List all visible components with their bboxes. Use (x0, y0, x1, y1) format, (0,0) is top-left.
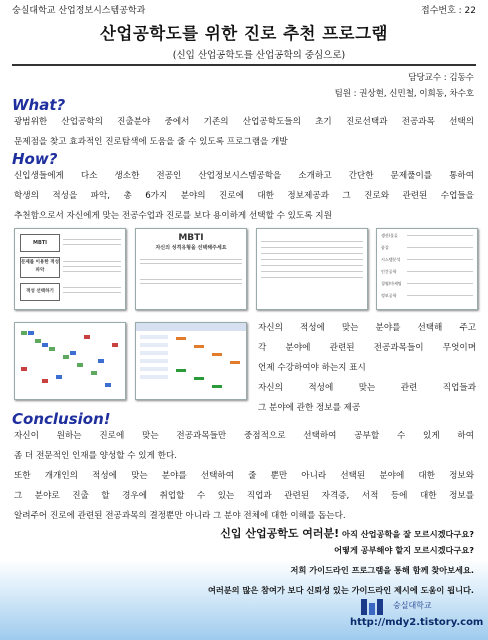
what-heading: What? (12, 96, 66, 114)
how-line: 추천함으로서 자신에게 맞는 전공수업과 진로를 보다 용이하게 선택할 수 있도록 지원 (14, 211, 332, 221)
feature-item: 각 분야에 관련된 전공과목들이 무엇이며 (258, 343, 476, 353)
what-line: 광범위한 산업공학의 진출분야 중에서 기존의 산업공학도들의 초기 진로선택과 전공과목 선택의 (14, 117, 474, 127)
closing-line-3: 저희 가이드라인 프로그램을 통해 함께 찾아보세요. (290, 565, 474, 575)
screenshot-thumb-1 (14, 228, 126, 310)
conclusion-line: 그 분야로 진출 할 경우에 취업할 수 있는 직업과 관련된 자격증, 서적 등에 대한 정보를 (14, 491, 474, 501)
screenshot-thumb-3 (256, 228, 368, 310)
thumb4-field: 인간공학 (381, 269, 397, 274)
screenshot-thumb-2 (135, 228, 247, 310)
how-body (14, 166, 474, 226)
how-line: 학생의 적성을 파악, 총 6가지 분야의 진로에 대한 정보제공과 그 진로와 관련된 수업들을 (14, 191, 474, 201)
table-grid-graphic (15, 323, 125, 399)
screenshot-thumb-5 (14, 322, 126, 400)
closing-q1: 아직 산업공학을 잘 모르시겠다구요? (342, 529, 474, 539)
thumb1-problem: 문제를 이용한 적성 파악 (20, 257, 60, 278)
entry-number: 접수번호 : 22 (421, 6, 476, 16)
feature-item: 자신의 적성에 맞는 관련 직업들과 (258, 383, 476, 393)
title-divider (12, 64, 476, 66)
thumb1-mbti: MBTI (20, 234, 60, 252)
thumb4-field: 정보공학 (381, 293, 397, 298)
feature-item: 언제 수강하여야 하는지 표시 (258, 363, 366, 373)
school-header: 숭실대학교 산업정보시스템공학과 (12, 6, 146, 16)
professor: 담당교수 : 김동수 (408, 73, 474, 83)
watermark-url: http://mdy2.tistory.com (350, 617, 484, 628)
feature-item: 자신의 적성에 맞는 분야를 선택해 주고 (258, 323, 476, 333)
conclusion-line: 좀 더 전문적인 인재를 양성할 수 있게 한다. (14, 451, 177, 461)
closing-line-4: 여러분의 많은 참여가 보다 신뢰성 있는 가이드라인 제시에 도움이 됩니다. (207, 585, 474, 595)
closing-line-1 (220, 525, 474, 541)
what-body (14, 112, 474, 152)
how-heading: How? (12, 150, 58, 168)
page-subtitle: (신입 산업공학도를 산업공학의 중심으로) (172, 50, 346, 61)
university-logo-text: 숭실대학교 (393, 601, 432, 610)
page-title: 산업공학도를 위한 진로 추천 프로그램 (99, 24, 388, 43)
table-grid-graphic (136, 323, 246, 399)
thumb4-field: 시스템분석 (381, 257, 401, 262)
conclusion-line: 자신이 원하는 진로에 맞는 전공과목들만 중점적으로 선택하여 공부할 수 있게 하여 (14, 431, 474, 441)
thumb2-title: MBTI (178, 233, 204, 243)
conclusion-body (14, 426, 474, 526)
thumb4-field: 품질 (381, 245, 389, 250)
thumb4-field: 생산/물류 (381, 233, 398, 238)
screenshot-thumb-4 (376, 228, 478, 310)
closing-big: 신입 산업공학도 여러분! (220, 527, 340, 540)
how-line: 신입생들에게 다소 생소한 전공인 산업정보시스템공학을 소개하고 간단한 문제풀이를 통하여 (14, 171, 474, 181)
feature-list (258, 318, 476, 418)
thumb4-field: 경영/마케팅 (381, 281, 402, 286)
conclusion-line: 또한 개개인의 적성에 맞는 분야를 선택하여 줄 뿐만 아니라 선택된 분야에 대한 정보와 (14, 471, 474, 481)
conclusion-line: 알려주어 진로에 관련된 전공과목의 결정뿐만 아니라 그 분야 전체에 대한 이해를 돕는다. (14, 511, 346, 521)
thumb1-select: 적성 선택하기 (20, 283, 60, 301)
what-line: 문제점을 찾고 효과적인 진로탐색에 도움을 줄 수 있도록 프로그램을 개발 (14, 137, 288, 147)
team-members: 팀원 : 권상현, 신민철, 이희동, 차수호 (334, 89, 474, 99)
closing-q2: 어떻게 공부해야 할지 모르시겠다구요? (334, 545, 474, 555)
feature-item: 그 분야에 관한 정보를 제공 (258, 403, 361, 413)
screenshot-thumb-6 (135, 322, 247, 400)
thumb2-sub: 자신의 성격유형을 선택해주세요 (155, 245, 227, 251)
conclusion-heading: Conclusion! (12, 410, 111, 428)
university-logo-icon (360, 597, 390, 617)
